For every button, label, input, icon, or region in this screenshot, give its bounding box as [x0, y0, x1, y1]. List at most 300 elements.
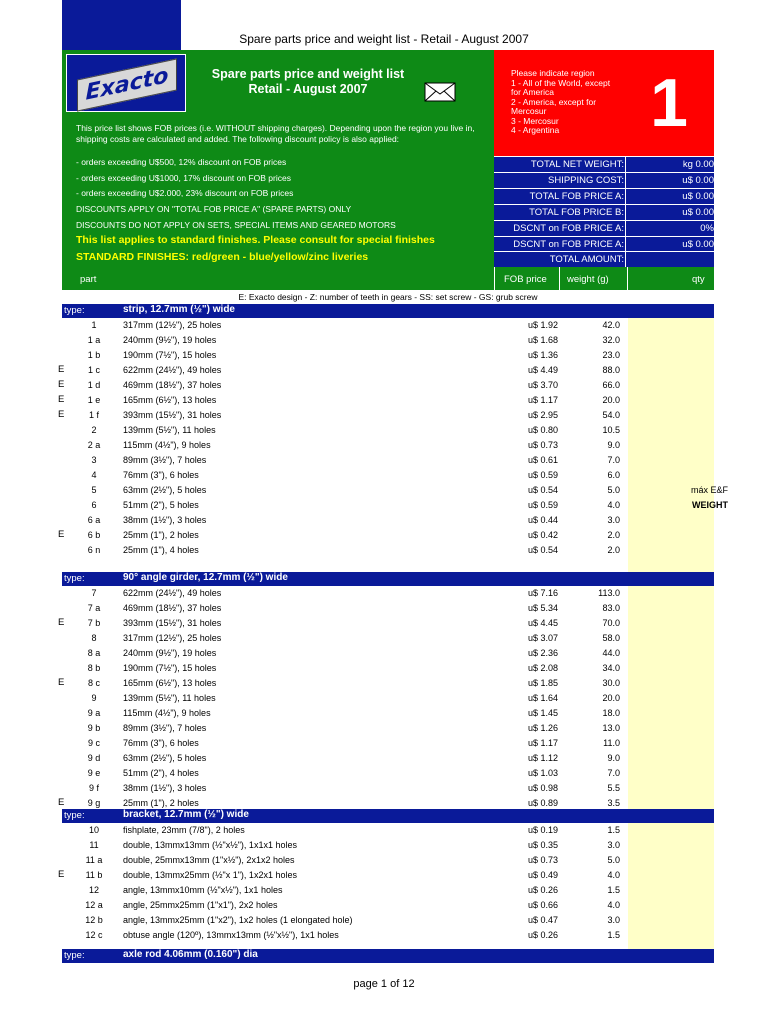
e-marker: E — [58, 394, 65, 405]
part-description: double, 13mmx13mm (½"x½"), 1x1x1 holes — [123, 840, 297, 850]
col-qty: qty — [692, 274, 705, 285]
table-row — [62, 513, 722, 528]
header-band — [62, 50, 714, 267]
part-weight: 1.5 — [607, 825, 620, 835]
fob-price: u$ 2.08 — [527, 663, 558, 673]
fob-price: u$ 0.59 — [527, 470, 558, 480]
region-line: 4 - Argentina — [511, 125, 560, 135]
part-number: 11 a — [85, 855, 103, 865]
part-weight: 18.0 — [602, 708, 620, 718]
part-weight: 3.5 — [607, 798, 620, 808]
table-row — [58, 378, 722, 393]
fob-price: u$ 1.17 — [527, 395, 558, 405]
part-weight: 10.5 — [602, 425, 620, 435]
part-number: 8 c — [87, 678, 100, 688]
fob-price: u$ 0.80 — [527, 425, 558, 435]
qty-input[interactable] — [628, 736, 714, 751]
totals-value: u$ 0.00 — [682, 207, 714, 218]
part-weight: 6.0 — [607, 470, 620, 480]
table-row — [58, 868, 722, 883]
table-row — [62, 631, 722, 646]
part-description: 622mm (24½"), 49 holes — [123, 588, 222, 598]
qty-input[interactable] — [628, 616, 714, 631]
qty-input[interactable] — [628, 853, 714, 868]
part-number: 7 a — [87, 603, 101, 613]
part-description: 139mm (5½"), 11 holes — [123, 425, 216, 435]
region-line: Please indicate region — [511, 68, 595, 78]
part-description: 38mm (1½"), 3 holes — [123, 783, 207, 793]
part-weight: 9.0 — [607, 753, 620, 763]
part-number: 1 b — [87, 350, 101, 360]
part-number: 8 b — [87, 663, 101, 673]
fob-price: u$ 1.68 — [527, 335, 558, 345]
part-number: 1 f — [88, 410, 99, 420]
table-row — [58, 528, 722, 543]
part-number: 9 c — [87, 738, 100, 748]
part-weight: 66.0 — [602, 380, 620, 390]
part-weight: 7.0 — [607, 455, 620, 465]
qty-input[interactable] — [628, 676, 714, 691]
section-type-header — [62, 572, 714, 586]
table-row — [62, 823, 722, 838]
fob-price: u$ 0.26 — [527, 885, 558, 895]
totals-value: u$ 0.00 — [682, 191, 714, 202]
part-number: 1 — [91, 320, 97, 330]
table-row — [62, 661, 722, 676]
fob-price: u$ 2.36 — [527, 648, 558, 658]
part-number: 5 — [91, 485, 97, 495]
table-row — [62, 438, 722, 453]
part-number: 1 c — [87, 365, 100, 375]
e-marker: E — [58, 364, 65, 375]
region-instructions — [511, 69, 621, 136]
qty-gap — [628, 558, 714, 572]
qty-input[interactable] — [628, 691, 714, 706]
qty-input[interactable] — [628, 928, 714, 943]
part-number: 3 — [91, 455, 97, 465]
standard-finishes-notice: STANDARD FINISHES: red/green - blue/yellow/zinc liveries — [76, 251, 369, 263]
totals-row — [494, 172, 714, 188]
qty-input[interactable] — [628, 586, 714, 601]
part-weight: 2.0 — [607, 530, 620, 540]
totals-value: kg 0.00 — [682, 159, 714, 170]
region-line: 3 - Mercosur — [511, 115, 559, 126]
price-list-description: This price list shows FOB prices (i.e. WITHOUT shipping charges). Depending upon the region you live in, shipping costs are calculated and added. The following discount policy is also applied: — [76, 123, 475, 144]
section-title: axle rod 4.06mm (0.160") dia — [123, 949, 258, 960]
part-description: 51mm (2"), 4 holes — [123, 768, 199, 778]
qty-input[interactable] — [628, 721, 714, 736]
page-number: page 1 of 12 — [353, 978, 415, 990]
discount-note-1: DISCOUNTS APPLY ON "TOTAL FOB PRICE A" (SPARE PARTS) ONLY — [76, 204, 352, 214]
qty-input[interactable] — [628, 898, 714, 913]
table-row — [62, 691, 722, 706]
part-weight: 4.0 — [607, 870, 620, 880]
part-weight: 5.5 — [607, 783, 620, 793]
part-weight: 3.0 — [607, 515, 620, 525]
part-number: 7 b — [87, 618, 101, 628]
logo — [66, 54, 186, 112]
section-type-header — [62, 304, 714, 318]
table-row — [62, 601, 722, 616]
part-number: 1 a — [87, 335, 101, 345]
e-marker: E — [58, 797, 65, 808]
header-title — [188, 67, 428, 97]
table-row — [62, 883, 722, 898]
part-number: 12 — [88, 885, 99, 895]
side-note: máx E&F — [690, 485, 728, 495]
table-row — [62, 543, 722, 558]
part-weight: 32.0 — [602, 335, 620, 345]
fob-price: u$ 1.92 — [527, 320, 558, 330]
part-description: 190mm (7½"), 15 holes — [123, 350, 217, 360]
table-row — [62, 483, 728, 498]
e-marker: E — [58, 379, 65, 390]
table-row — [62, 586, 722, 601]
part-number: 9 — [91, 693, 97, 703]
table-row — [58, 408, 722, 423]
section-type-header — [62, 809, 714, 823]
fob-price: u$ 0.73 — [527, 855, 558, 865]
section-title: bracket, 12.7mm (½") wide — [123, 809, 249, 820]
table-row — [62, 751, 722, 766]
region-line: 2 - America, except for Mercosur — [511, 96, 597, 116]
fob-price: u$ 0.42 — [527, 530, 558, 540]
fob-price: u$ 0.54 — [527, 545, 558, 555]
table-row — [62, 318, 722, 333]
part-weight: 88.0 — [602, 365, 620, 375]
totals-label: TOTAL FOB PRICE A: — [529, 191, 624, 202]
e-marker: E — [58, 869, 65, 880]
qty-input[interactable] — [628, 378, 714, 393]
type-label: type: — [64, 950, 85, 961]
column-header-row — [62, 267, 714, 290]
qty-input[interactable] — [628, 913, 714, 928]
qty-input[interactable] — [628, 393, 714, 408]
qty-input[interactable] — [628, 348, 714, 363]
fob-price: u$ 4.45 — [527, 618, 558, 628]
part-weight: 30.0 — [602, 678, 620, 688]
fob-price: u$ 0.47 — [527, 915, 558, 925]
totals-row — [494, 204, 714, 220]
part-description: 317mm (12½"), 25 holes — [123, 320, 222, 330]
totals-label: DSCNT on FOB PRICE A: — [513, 239, 624, 250]
part-weight: 42.0 — [602, 320, 620, 330]
totals-row — [494, 188, 714, 204]
qty-input[interactable] — [628, 438, 714, 453]
fob-price: u$ 0.19 — [527, 825, 558, 835]
qty-input[interactable] — [628, 408, 714, 423]
table-row — [62, 333, 722, 348]
side-note: WEIGHT — [692, 500, 728, 510]
part-number: 9 g — [87, 798, 101, 808]
part-description: 139mm (5½"), 11 holes — [123, 693, 216, 703]
totals-label: TOTAL AMOUNT: — [549, 254, 624, 265]
qty-input[interactable] — [628, 838, 714, 853]
qty-input[interactable] — [628, 631, 714, 646]
part-weight: 70.0 — [602, 618, 620, 628]
qty-input[interactable] — [628, 601, 714, 616]
part-weight: 3.0 — [607, 915, 620, 925]
part-weight: 20.0 — [602, 693, 620, 703]
part-number: 11 b — [85, 870, 103, 880]
region-panel — [494, 50, 714, 156]
part-description: 165mm (6½"), 13 holes — [123, 395, 217, 405]
part-description: double, 25mmx13mm (1"x½"), 2x1x2 holes — [123, 855, 295, 865]
e-marker: E — [58, 409, 65, 420]
part-description: 393mm (15½"), 31 holes — [123, 410, 222, 420]
part-weight: 2.0 — [607, 545, 620, 555]
fob-price: u$ 3.70 — [527, 380, 558, 390]
header-title-line2: Retail - August 2007 — [248, 82, 368, 96]
part-description: fishplate, 23mm (7/8"), 2 holes — [123, 825, 245, 835]
fob-price: u$ 1.03 — [527, 768, 558, 778]
totals-row — [494, 220, 714, 236]
table-row — [62, 646, 722, 661]
e-marker: E — [58, 529, 65, 540]
fob-price: u$ 0.59 — [527, 500, 558, 510]
part-weight: 44.0 — [602, 648, 620, 658]
page-title: Spare parts price and weight list - Retail - August 2007 — [239, 32, 529, 46]
part-number: 6 — [91, 500, 97, 510]
totals-row — [494, 156, 714, 172]
fob-price: u$ 0.44 — [527, 515, 558, 525]
totals-row — [494, 251, 714, 268]
e-marker: E — [58, 677, 65, 688]
fob-price: u$ 1.36 — [527, 350, 558, 360]
type-label: type: — [64, 305, 85, 316]
part-description: 115mm (4½"), 9 holes — [123, 440, 211, 450]
part-number: 2 a — [87, 440, 101, 450]
part-number: 1 e — [87, 395, 101, 405]
part-number: 12 c — [85, 930, 103, 940]
part-description: obtuse angle (120º), 13mmx13mm (½"x½"), 1x1 holes — [123, 930, 339, 940]
qty-input[interactable] — [628, 423, 714, 438]
part-number: 9 e — [87, 768, 101, 778]
part-number: 6 a — [87, 515, 101, 525]
part-description: 25mm (1"), 2 holes — [123, 530, 199, 540]
part-weight: 83.0 — [602, 603, 620, 613]
totals-row — [494, 236, 714, 252]
part-weight: 3.0 — [607, 840, 620, 850]
fob-price: u$ 5.34 — [527, 603, 558, 613]
part-weight: 34.0 — [602, 663, 620, 673]
qty-input[interactable] — [628, 513, 714, 528]
qty-input[interactable] — [628, 868, 714, 883]
part-number: 9 f — [88, 783, 99, 793]
region-line: 1 - All of the World, except for America — [511, 77, 611, 97]
qty-input[interactable] — [628, 363, 714, 378]
part-description: 63mm (2½"), 5 holes — [123, 485, 207, 495]
fob-price: u$ 4.49 — [527, 365, 558, 375]
col-fob-price: FOB price — [504, 274, 547, 285]
qty-input[interactable] — [628, 766, 714, 781]
table-row — [62, 423, 722, 438]
fob-price: u$ 0.35 — [527, 840, 558, 850]
table-row — [62, 453, 722, 468]
col-part: part — [80, 274, 97, 285]
type-label: type: — [64, 573, 85, 584]
part-description: double, 13mmx25mm (½"x 1"), 1x2x1 holes — [123, 870, 297, 880]
part-description: 469mm (18½"), 37 holes — [123, 380, 222, 390]
region-input[interactable]: 1 — [650, 65, 688, 141]
part-number: 12 b — [85, 915, 103, 925]
part-description: 63mm (2½"), 5 holes — [123, 753, 207, 763]
part-weight: 7.0 — [607, 768, 620, 778]
part-weight: 11.0 — [603, 738, 620, 748]
table-row — [62, 468, 722, 483]
finishes-notice: This list applies to standard finishes. Please consult for special finishes — [76, 234, 435, 246]
fob-price: u$ 1.85 — [527, 678, 558, 688]
part-number: 8 a — [87, 648, 101, 658]
logo-text: Exacto — [77, 58, 177, 111]
fob-price: u$ 2.95 — [527, 410, 558, 420]
abbreviation-legend: E: Exacto design - Z: number of teeth in gears - SS: set screw - GS: grub screw — [238, 292, 538, 302]
part-number: 8 — [91, 633, 97, 643]
part-description: 190mm (7½"), 15 holes — [123, 663, 217, 673]
part-weight: 9.0 — [607, 440, 620, 450]
part-description: 38mm (1½"), 3 holes — [123, 515, 207, 525]
part-description: 240mm (9½"), 19 holes — [123, 335, 217, 345]
discount-note-2: DISCOUNTS DO NOT APPLY ON SETS, SPECIAL ITEMS AND GEARED MOTORS — [76, 220, 396, 230]
qty-input[interactable] — [628, 333, 714, 348]
part-weight: 1.5 — [607, 885, 620, 895]
qty-input[interactable] — [628, 706, 714, 721]
table-row — [58, 363, 722, 378]
part-number: 2 — [91, 425, 97, 435]
qty-input[interactable] — [628, 543, 714, 558]
table-row — [62, 853, 722, 868]
table-row — [62, 721, 722, 736]
qty-input[interactable] — [628, 318, 714, 333]
fob-price: u$ 0.98 — [527, 783, 558, 793]
fob-price: u$ 1.17 — [527, 738, 558, 748]
part-number: 11 — [89, 840, 99, 850]
part-description: angle, 13mmx25mm (1"x2"), 1x2 holes (1 elongated hole) — [123, 915, 353, 925]
section-title: 90° angle girder, 12.7mm (½") wide — [123, 572, 288, 583]
part-weight: 5.0 — [607, 485, 620, 495]
totals-label: SHIPPING COST: — [547, 175, 624, 186]
part-description: 165mm (6½"), 13 holes — [123, 678, 217, 688]
fob-price: u$ 0.26 — [527, 930, 558, 940]
totals-label: TOTAL NET WEIGHT: — [530, 159, 624, 170]
totals-value: u$ 0.00 — [682, 239, 714, 250]
fob-price: u$ 3.07 — [527, 633, 558, 643]
part-weight: 4.0 — [607, 900, 620, 910]
fob-price: u$ 0.49 — [527, 870, 558, 880]
part-weight: 113.0 — [598, 588, 620, 598]
table-row — [62, 913, 722, 928]
discount-line-3: - orders exceeding U$2.000, 23% discount on FOB prices — [76, 188, 294, 198]
part-weight: 1.5 — [607, 930, 620, 940]
qty-input[interactable] — [628, 823, 714, 838]
table-row — [58, 393, 722, 408]
qty-input[interactable] — [628, 453, 714, 468]
qty-input[interactable] — [628, 883, 714, 898]
part-number: 6 b — [87, 530, 101, 540]
discount-line-2: - orders exceeding U$1000, 17% discount on FOB prices — [76, 173, 291, 183]
section-type-header — [62, 949, 714, 963]
fob-price: u$ 1.12 — [527, 753, 558, 763]
col-weight: weight (g) — [567, 274, 609, 285]
table-row — [62, 766, 722, 781]
qty-input[interactable] — [628, 468, 714, 483]
qty-input[interactable] — [628, 661, 714, 676]
qty-input[interactable] — [628, 646, 714, 661]
part-number: 4 — [91, 470, 97, 480]
part-description: 89mm (3½"), 7 holes — [123, 723, 207, 733]
fob-price: u$ 1.45 — [527, 708, 558, 718]
qty-input[interactable] — [628, 528, 714, 543]
fob-price: u$ 0.61 — [527, 455, 558, 465]
table-row — [62, 736, 722, 751]
part-description: 51mm (2"), 5 holes — [123, 500, 199, 510]
part-weight: 54.0 — [602, 410, 620, 420]
part-description: angle, 13mmx10mm (½"x½"), 1x1 holes — [123, 885, 283, 895]
type-label: type: — [64, 810, 85, 821]
part-description: angle, 25mmx25mm (1"x1"), 2x2 holes — [123, 900, 278, 910]
part-description: 240mm (9½"), 19 holes — [123, 648, 217, 658]
part-description: 622mm (24½"), 49 holes — [123, 365, 222, 375]
part-weight: 20.0 — [602, 395, 620, 405]
part-description: 76mm (3"), 6 holes — [123, 470, 199, 480]
table-row — [58, 676, 722, 691]
part-weight: 5.0 — [607, 855, 620, 865]
table-row — [62, 781, 722, 796]
part-number: 12 a — [85, 900, 103, 910]
part-number: 9 b — [87, 723, 101, 733]
table-row — [62, 838, 722, 853]
part-description: 115mm (4½"), 9 holes — [123, 708, 211, 718]
discount-line-1: - orders exceeding U$500, 12% discount on FOB prices — [76, 157, 287, 167]
totals-value: 0% — [700, 223, 714, 234]
part-number: 6 n — [87, 545, 101, 555]
table-row — [62, 348, 722, 363]
e-marker: E — [58, 617, 65, 628]
part-number: 7 — [91, 588, 97, 598]
table-row — [58, 616, 722, 631]
fob-price: u$ 0.54 — [527, 485, 558, 495]
part-number: 10 — [88, 825, 99, 835]
part-description: 393mm (15½"), 31 holes — [123, 618, 222, 628]
qty-input[interactable] — [628, 781, 714, 796]
qty-input[interactable] — [628, 751, 714, 766]
totals-label: TOTAL FOB PRICE B: — [529, 207, 624, 218]
totals-value: u$ 0.00 — [682, 175, 714, 186]
section-title: strip, 12.7mm (½") wide — [123, 304, 235, 315]
part-number: 9 d — [87, 753, 101, 763]
fob-price: u$ 0.73 — [527, 440, 558, 450]
part-number: 9 a — [87, 708, 101, 718]
part-description: 317mm (12½"), 25 holes — [123, 633, 222, 643]
part-description: 76mm (3"), 6 holes — [123, 738, 199, 748]
part-weight: 23.0 — [602, 350, 620, 360]
part-description: 469mm (18½"), 37 holes — [123, 603, 222, 613]
part-weight: 4.0 — [607, 500, 620, 510]
part-number: 1 d — [87, 380, 101, 390]
part-weight: 13.0 — [602, 723, 620, 733]
fob-price: u$ 0.89 — [527, 798, 558, 808]
header-title-line1: Spare parts price and weight list — [211, 67, 405, 81]
fob-price: u$ 0.66 — [527, 900, 558, 910]
envelope-icon[interactable] — [424, 82, 456, 102]
part-weight: 58.0 — [602, 633, 620, 643]
part-description: 25mm (1"), 2 holes — [123, 798, 199, 808]
fob-price: u$ 1.26 — [527, 723, 558, 733]
info-panel — [62, 50, 494, 267]
part-description: 89mm (3½"), 7 holes — [123, 455, 207, 465]
totals-label: DSCNT on FOB PRICE A: — [513, 223, 624, 234]
table-row — [62, 928, 722, 943]
